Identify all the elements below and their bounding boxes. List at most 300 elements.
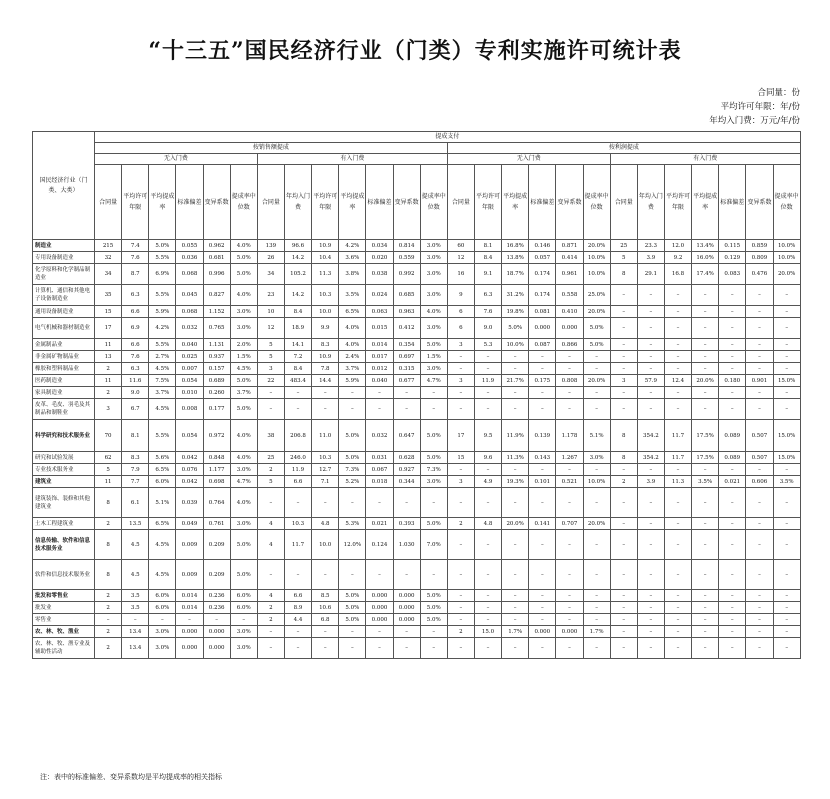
table-cell: 8 [610, 420, 637, 452]
table-cell: 19.3% [502, 476, 529, 488]
table-cell: 4.7% [230, 476, 257, 488]
table-cell: – [610, 602, 637, 614]
table-cell: 14.1 [284, 339, 311, 351]
table-cell: 9.9 [312, 318, 339, 339]
table-cell: 8.4 [474, 252, 501, 264]
table-cell: 0.000 [176, 626, 203, 638]
table-row [33, 375, 801, 387]
table-cell: 0.034 [366, 240, 393, 252]
industry-name: 皮革、毛皮、羽毛及其制品和制鞋业 [33, 399, 95, 420]
table-cell: – [312, 560, 339, 590]
table-cell: 0.000 [556, 318, 583, 339]
table-cell: 12.4 [664, 375, 691, 387]
table-cell: 7.3% [420, 464, 447, 476]
table-cell: 20.0% [583, 306, 610, 318]
table-cell: 0.012 [366, 363, 393, 375]
table-cell: 3 [447, 339, 474, 351]
table-cell: 15 [447, 452, 474, 464]
table-row [33, 351, 801, 363]
table-cell: – [746, 387, 773, 399]
table-cell: – [447, 351, 474, 363]
table-cell: 354.2 [637, 452, 664, 464]
table-cell: 105.2 [284, 264, 311, 285]
table-cell: 20.0% [583, 518, 610, 530]
table-cell: 15 [95, 306, 122, 318]
table-cell: 0.808 [556, 375, 583, 387]
table-cell: 12.0% [339, 530, 366, 560]
table-cell: 2.4% [339, 351, 366, 363]
table-cell: – [502, 560, 529, 590]
table-cell: – [502, 614, 529, 626]
table-cell: 16 [447, 264, 474, 285]
table-cell: 12.7 [312, 464, 339, 476]
table-row [33, 590, 801, 602]
table-cell: – [556, 590, 583, 602]
table-cell: 17.4% [692, 264, 719, 285]
table-cell: – [637, 626, 664, 638]
table-cell: 5.9% [149, 306, 176, 318]
table-cell: 16.8% [502, 240, 529, 252]
table-cell: 0.689 [203, 375, 230, 387]
table-cell: 3.0% [420, 252, 447, 264]
industry-name: 计算机、通信和其他电子设备制造业 [33, 285, 95, 306]
column-header: 平均许可年限 [664, 165, 691, 240]
table-cell: 0.007 [176, 363, 203, 375]
table-cell: 0.054 [176, 375, 203, 387]
table-cell: 5.0% [502, 318, 529, 339]
table-cell: – [502, 464, 529, 476]
table-cell: 2 [447, 626, 474, 638]
table-cell: 0.021 [366, 518, 393, 530]
table-cell: – [719, 339, 746, 351]
table-cell: 3.5% [773, 476, 800, 488]
table-cell: 0.014 [176, 590, 203, 602]
table-cell: 0.175 [529, 375, 556, 387]
table-cell: 0.141 [529, 518, 556, 530]
column-header: 合同量 [95, 165, 122, 240]
table-cell: 5.0% [420, 420, 447, 452]
table-cell: – [583, 363, 610, 375]
table-cell: 0.139 [529, 420, 556, 452]
table-row [33, 626, 801, 638]
table-cell: 1.152 [203, 306, 230, 318]
table-cell: 6.0% [230, 602, 257, 614]
table-cell: – [393, 626, 420, 638]
table-cell: – [230, 614, 257, 626]
table-cell: 4 [257, 518, 284, 530]
table-cell: 0.414 [556, 252, 583, 264]
table-cell: 0.174 [529, 264, 556, 285]
table-cell: 4.0% [339, 339, 366, 351]
table-cell: 0.000 [203, 626, 230, 638]
table-cell: 9 [447, 285, 474, 306]
table-cell: 0.698 [203, 476, 230, 488]
table-cell: 6.0% [149, 590, 176, 602]
table-cell: – [746, 339, 773, 351]
table-cell: 0.017 [366, 351, 393, 363]
table-cell: 26 [257, 252, 284, 264]
table-cell: 0.180 [719, 375, 746, 387]
table-cell: – [692, 306, 719, 318]
table-cell: 6.9% [149, 264, 176, 285]
table-cell: 0.089 [719, 452, 746, 464]
table-cell: 8 [610, 452, 637, 464]
table-cell: 483.4 [284, 375, 311, 387]
table-cell: 9.1 [474, 264, 501, 285]
table-cell: 4.0% [230, 420, 257, 452]
table-cell: – [773, 306, 800, 318]
table-cell: – [529, 399, 556, 420]
column-header: 变异系数 [556, 165, 583, 240]
table-cell: 215 [95, 240, 122, 252]
table-cell: 9.6 [474, 452, 501, 464]
page-title: “十三五”国民经济行业（门类）专利实施许可统计表 [148, 38, 682, 64]
table-cell: 0.558 [556, 285, 583, 306]
table-cell: 8 [95, 560, 122, 590]
table-cell: 2 [257, 464, 284, 476]
table-cell: 2 [95, 602, 122, 614]
table-cell: – [746, 399, 773, 420]
table-cell: – [692, 590, 719, 602]
table-cell: – [773, 464, 800, 476]
table-cell: 3 [610, 375, 637, 387]
table-cell: 0.827 [203, 285, 230, 306]
table-cell: 0.996 [203, 264, 230, 285]
table-cell: 3.0% [230, 518, 257, 530]
table-cell: – [447, 464, 474, 476]
table-cell: 0.000 [529, 318, 556, 339]
table-cell: 0.055 [176, 240, 203, 252]
table-cell: 0.032 [366, 420, 393, 452]
table-cell: – [664, 518, 691, 530]
table-cell: 0.647 [393, 420, 420, 452]
table-cell: – [529, 590, 556, 602]
table-cell: – [474, 590, 501, 602]
table-cell: – [284, 638, 311, 659]
table-cell: 11.9 [474, 375, 501, 387]
table-cell: 0.972 [203, 420, 230, 452]
table-cell: 0.681 [203, 252, 230, 264]
table-cell: 6.5% [149, 518, 176, 530]
table-cell: – [420, 626, 447, 638]
unit-entry-fee: 年均入门费：万元/年/份 [709, 116, 800, 126]
table-cell: 0.000 [176, 638, 203, 659]
header-profit-no-fee: 无入门费 [447, 154, 610, 165]
table-cell: – [664, 602, 691, 614]
table-cell: 3.7% [230, 387, 257, 399]
table-cell: – [664, 318, 691, 339]
table-cell: 0.083 [719, 264, 746, 285]
table-cell: – [610, 318, 637, 339]
table-cell: – [773, 638, 800, 659]
column-header: 平均许可年限 [122, 165, 149, 240]
table-cell: – [339, 488, 366, 518]
table-cell: – [610, 363, 637, 375]
table-cell: 0.412 [393, 318, 420, 339]
table-cell: 8.7 [122, 264, 149, 285]
table-cell: – [447, 488, 474, 518]
table-cell: 2 [257, 614, 284, 626]
table-cell: 16.8 [664, 264, 691, 285]
table-cell: – [366, 638, 393, 659]
table-cell: 4.0% [420, 306, 447, 318]
table-cell: 0.859 [746, 240, 773, 252]
table-cell: 18.7% [502, 264, 529, 285]
table-cell: 0.992 [393, 264, 420, 285]
table-cell: 0.015 [366, 318, 393, 339]
table-row [33, 602, 801, 614]
table-cell: 0.067 [366, 464, 393, 476]
table-cell: – [474, 464, 501, 476]
table-cell: – [529, 363, 556, 375]
table-row [33, 452, 801, 464]
table-cell: 20.0% [583, 240, 610, 252]
table-cell: – [366, 488, 393, 518]
table-header [33, 132, 801, 240]
table-cell: 0.049 [176, 518, 203, 530]
header-by-profit: 按利润提成 [447, 143, 800, 154]
table-cell: – [692, 518, 719, 530]
table-cell: 354.2 [637, 420, 664, 452]
table-cell: 6.3 [474, 285, 501, 306]
industry-name: 土木工程建筑业 [33, 518, 95, 530]
table-cell: – [393, 560, 420, 590]
table-cell: 4.0% [230, 285, 257, 306]
table-cell: 0.521 [556, 476, 583, 488]
table-cell: – [583, 351, 610, 363]
table-cell: 0.315 [393, 363, 420, 375]
table-cell: 4.0% [230, 240, 257, 252]
table-cell: – [474, 399, 501, 420]
table-cell: – [610, 488, 637, 518]
table-cell: 0.081 [529, 306, 556, 318]
column-header: 变异系数 [203, 165, 230, 240]
table-cell: 2.0% [230, 339, 257, 351]
table-cell: 0.927 [393, 464, 420, 476]
table-cell: 0.040 [366, 375, 393, 387]
table-cell: 7.2 [284, 351, 311, 363]
table-cell: – [529, 387, 556, 399]
table-cell: – [474, 560, 501, 590]
table-cell: 5.5% [149, 252, 176, 264]
table-cell: – [149, 614, 176, 626]
table-cell: 0.000 [529, 626, 556, 638]
table-cell: 31.2% [502, 285, 529, 306]
license-stats-table [32, 131, 801, 659]
column-header: 标准偏差 [366, 165, 393, 240]
industry-name: 家具制造业 [33, 387, 95, 399]
table-cell: – [502, 530, 529, 560]
table-cell: 0.866 [556, 339, 583, 351]
table-cell: 7.1 [312, 476, 339, 488]
table-cell: 13.4 [122, 638, 149, 659]
table-cell: 5.9% [339, 375, 366, 387]
table-cell: 15.0 [474, 626, 501, 638]
table-cell: – [474, 351, 501, 363]
table-cell: 0.008 [176, 399, 203, 420]
table-cell: 0.961 [556, 264, 583, 285]
table-cell: 3.8% [339, 264, 366, 285]
table-cell: 11.7 [664, 452, 691, 464]
table-cell: 0.209 [203, 530, 230, 560]
table-cell: 6 [447, 306, 474, 318]
table-cell: 10.0% [583, 252, 610, 264]
table-cell: 6.3 [122, 285, 149, 306]
table-cell: 6.7 [122, 399, 149, 420]
column-header: 标准偏差 [176, 165, 203, 240]
table-cell: 3.0% [420, 363, 447, 375]
table-cell: 0.031 [366, 452, 393, 464]
table-cell: 4.0% [230, 488, 257, 518]
industry-name: 批发业 [33, 602, 95, 614]
table-cell: 10.0% [583, 476, 610, 488]
table-cell: 17 [95, 318, 122, 339]
table-cell: 12.0 [664, 240, 691, 252]
table-cell: – [447, 530, 474, 560]
table-cell: 8 [95, 530, 122, 560]
table-cell: – [773, 488, 800, 518]
table-cell: 8.1 [122, 420, 149, 452]
table-cell: 3.7% [149, 387, 176, 399]
table-cell: 3.0% [420, 476, 447, 488]
table-cell: 11 [95, 339, 122, 351]
table-cell: 5.0% [230, 252, 257, 264]
table-cell: – [746, 602, 773, 614]
table-cell: – [637, 530, 664, 560]
table-cell: 3.5 [122, 602, 149, 614]
table-cell: – [95, 614, 122, 626]
column-header: 平均提成率 [149, 165, 176, 240]
table-cell: – [583, 530, 610, 560]
table-cell: – [664, 590, 691, 602]
table-cell: – [284, 488, 311, 518]
table-cell: 0.054 [176, 420, 203, 452]
table-cell: – [257, 387, 284, 399]
column-header: 标准偏差 [529, 165, 556, 240]
table-cell: 9.0 [474, 318, 501, 339]
table-cell: 8.9 [284, 602, 311, 614]
table-cell: 3.0% [230, 306, 257, 318]
table-cell: 0.000 [393, 590, 420, 602]
table-cell: – [637, 318, 664, 339]
table-cell: – [610, 614, 637, 626]
table-cell: 22 [257, 375, 284, 387]
table-cell: 10.9 [312, 240, 339, 252]
table-cell: – [692, 638, 719, 659]
table-cell: 70 [95, 420, 122, 452]
table-cell: 5.0% [339, 614, 366, 626]
table-cell: 6.8 [312, 614, 339, 626]
table-cell: 0.476 [746, 264, 773, 285]
table-cell: 96.6 [284, 240, 311, 252]
table-cell: 20.0% [692, 375, 719, 387]
table-cell: 6.9 [122, 318, 149, 339]
table-cell: 9.0 [122, 387, 149, 399]
table-cell: – [719, 626, 746, 638]
table-cell: 0.000 [393, 614, 420, 626]
table-cell: 4.0% [339, 318, 366, 339]
table-cell: – [447, 602, 474, 614]
table-cell: – [502, 488, 529, 518]
table-cell: – [556, 363, 583, 375]
table-cell: 5.0% [339, 420, 366, 452]
table-cell: 0.393 [393, 518, 420, 530]
table-cell: 17.5% [692, 420, 719, 452]
table-cell: – [529, 560, 556, 590]
table-cell: 0.101 [529, 476, 556, 488]
table-cell: – [339, 626, 366, 638]
table-cell: 0.628 [393, 452, 420, 464]
table-cell: 5.0% [230, 560, 257, 590]
table-cell: – [637, 285, 664, 306]
table-cell: 0.024 [366, 285, 393, 306]
table-cell: – [257, 399, 284, 420]
table-cell: – [366, 626, 393, 638]
table-cell: 3.0% [230, 318, 257, 339]
table-cell: 34 [95, 264, 122, 285]
table-cell: 13.8% [502, 252, 529, 264]
table-cell: – [529, 614, 556, 626]
table-cell: – [257, 560, 284, 590]
table-cell: 8.4 [284, 363, 311, 375]
column-header: 变异系数 [393, 165, 420, 240]
table-cell: – [556, 530, 583, 560]
table-cell: 5.1% [149, 488, 176, 518]
table-cell: 4.2% [149, 318, 176, 339]
table-cell: – [692, 602, 719, 614]
table-cell: 29.1 [637, 264, 664, 285]
table-cell: 14.4 [312, 375, 339, 387]
table-cell: 6.1 [122, 488, 149, 518]
industry-name: 农、林、牧、渔业 [33, 626, 95, 638]
table-cell: 60 [447, 240, 474, 252]
table-cell: – [773, 363, 800, 375]
column-header: 提成率中位数 [583, 165, 610, 240]
table-cell: – [719, 399, 746, 420]
industry-name: 专用设备制造业 [33, 252, 95, 264]
table-cell: – [773, 339, 800, 351]
table-row [33, 387, 801, 399]
table-cell: 10.3 [284, 518, 311, 530]
table-cell: 3 [447, 476, 474, 488]
table-cell: 3 [95, 399, 122, 420]
table-cell: – [746, 626, 773, 638]
table-cell: – [719, 351, 746, 363]
table-cell: – [637, 339, 664, 351]
table-cell: 0.677 [393, 375, 420, 387]
table-cell: – [773, 626, 800, 638]
table-cell: – [583, 488, 610, 518]
table-cell: 0.146 [529, 240, 556, 252]
table-cell: – [746, 306, 773, 318]
table-cell: 3.0% [230, 626, 257, 638]
table-cell: 0.000 [366, 602, 393, 614]
table-cell: 0.761 [203, 518, 230, 530]
table-cell: – [339, 560, 366, 590]
table-cell: – [719, 638, 746, 659]
table-cell: – [746, 318, 773, 339]
header-sales-with-fee: 有入门费 [257, 154, 447, 165]
column-header: 合同量 [610, 165, 637, 240]
table-cell: 0.937 [203, 351, 230, 363]
table-cell: – [447, 387, 474, 399]
table-cell: – [692, 560, 719, 590]
table-cell: – [284, 399, 311, 420]
table-cell: 15.0% [773, 452, 800, 464]
table-cell: – [203, 614, 230, 626]
table-cell: 11 [95, 476, 122, 488]
table-cell: – [556, 399, 583, 420]
